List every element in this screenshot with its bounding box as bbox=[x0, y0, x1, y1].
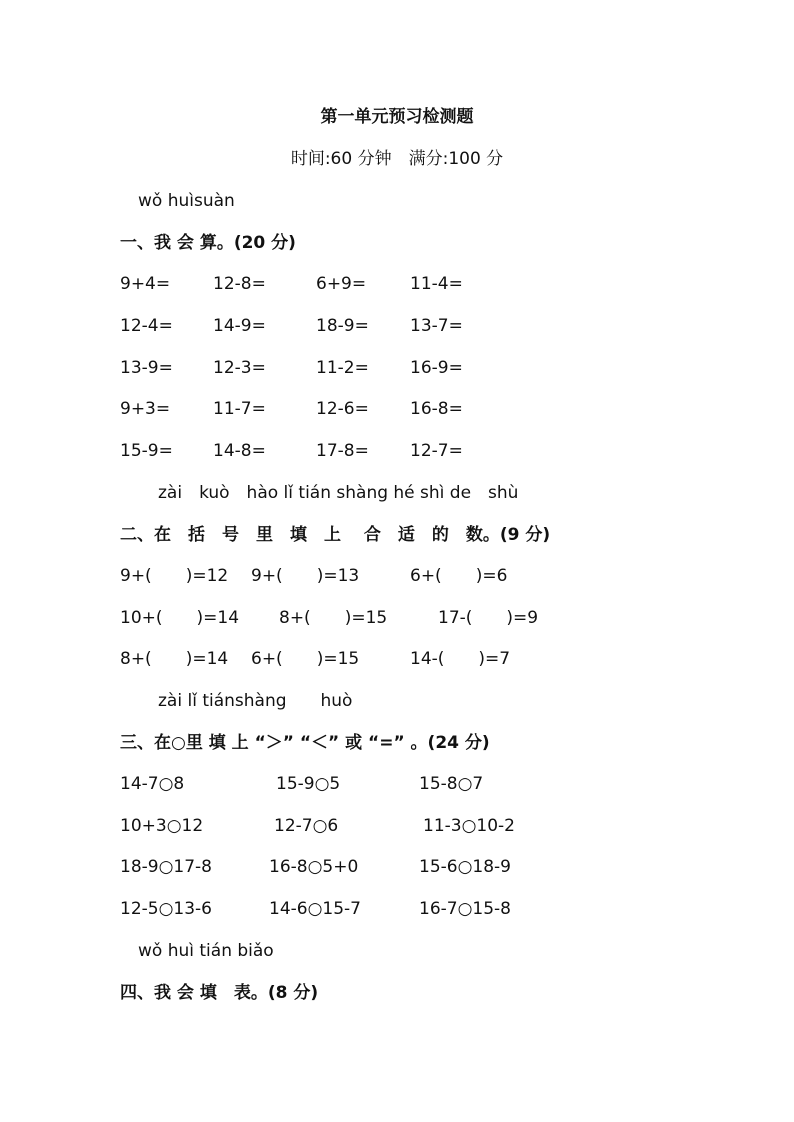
problem: 9+( )=13 bbox=[251, 566, 360, 586]
problem: 9+3= bbox=[120, 399, 171, 419]
problem: 18-9= bbox=[316, 316, 369, 336]
section3-pinyin: zài lǐ tiánshàng huò bbox=[158, 691, 353, 711]
section1-pinyin: wǒ huìsuàn bbox=[138, 191, 235, 211]
problem: 14-8= bbox=[213, 441, 266, 461]
problem: 12-5○13-6 bbox=[120, 899, 212, 919]
problem: 16-7○15-8 bbox=[419, 899, 511, 919]
problem: 9+4= bbox=[120, 274, 171, 294]
problem: 10+( )=14 bbox=[120, 608, 240, 628]
problem: 11-7= bbox=[213, 399, 266, 419]
problem: 16-8○5+0 bbox=[269, 857, 359, 877]
problem: 13-7= bbox=[410, 316, 463, 336]
problem: 18-9○17-8 bbox=[120, 857, 212, 877]
problem: 17-( )=9 bbox=[438, 608, 539, 628]
problem: 11-3○10-2 bbox=[423, 816, 515, 836]
problem: 16-8= bbox=[410, 399, 463, 419]
problem: 6+( )=15 bbox=[251, 649, 360, 669]
problem: 15-8○7 bbox=[419, 774, 484, 794]
problem: 14-7○8 bbox=[120, 774, 185, 794]
problem: 13-9= bbox=[120, 358, 173, 378]
problem: 8+( )=15 bbox=[279, 608, 388, 628]
problem: 15-9○5 bbox=[276, 774, 341, 794]
problem: 11-4= bbox=[410, 274, 463, 294]
section4-heading: 四、我 会 填 表。(8 分) bbox=[120, 983, 319, 1003]
problem: 17-8= bbox=[316, 441, 369, 461]
problem: 14-9= bbox=[213, 316, 266, 336]
problem: 11-2= bbox=[316, 358, 369, 378]
section2-pinyin: zài kuò hào lǐ tián shàng hé shì de shù bbox=[158, 483, 519, 503]
problem: 14-( )=7 bbox=[410, 649, 511, 669]
problem: 12-3= bbox=[213, 358, 266, 378]
page-title: 第一单元预习检测题 bbox=[320, 107, 474, 127]
problem: 14-6○15-7 bbox=[269, 899, 361, 919]
problem: 6+( )=6 bbox=[410, 566, 508, 586]
problem: 12-6= bbox=[316, 399, 369, 419]
section4-pinyin: wǒ huì tián biǎo bbox=[138, 941, 274, 961]
problem: 10+3○12 bbox=[120, 816, 204, 836]
problem: 16-9= bbox=[410, 358, 463, 378]
problem: 15-6○18-9 bbox=[419, 857, 511, 877]
problem: 15-9= bbox=[120, 441, 173, 461]
exam-info: 时间:60 分钟 满分:100 分 bbox=[290, 149, 504, 169]
problem: 6+9= bbox=[316, 274, 367, 294]
problem: 12-8= bbox=[213, 274, 266, 294]
problem: 12-7○6 bbox=[274, 816, 339, 836]
problem: 12-7= bbox=[410, 441, 463, 461]
section1-heading: 一、我 会 算。(20 分) bbox=[120, 233, 296, 253]
problem: 12-4= bbox=[120, 316, 173, 336]
problem: 9+( )=12 bbox=[120, 566, 229, 586]
section3-heading: 三、在○里 填 上 “＞” “＜” 或 “=” 。(24 分) bbox=[120, 733, 490, 753]
section2-heading: 二、在 括 号 里 填 上 合 适 的 数。(9 分) bbox=[120, 525, 551, 545]
problem: 8+( )=14 bbox=[120, 649, 229, 669]
